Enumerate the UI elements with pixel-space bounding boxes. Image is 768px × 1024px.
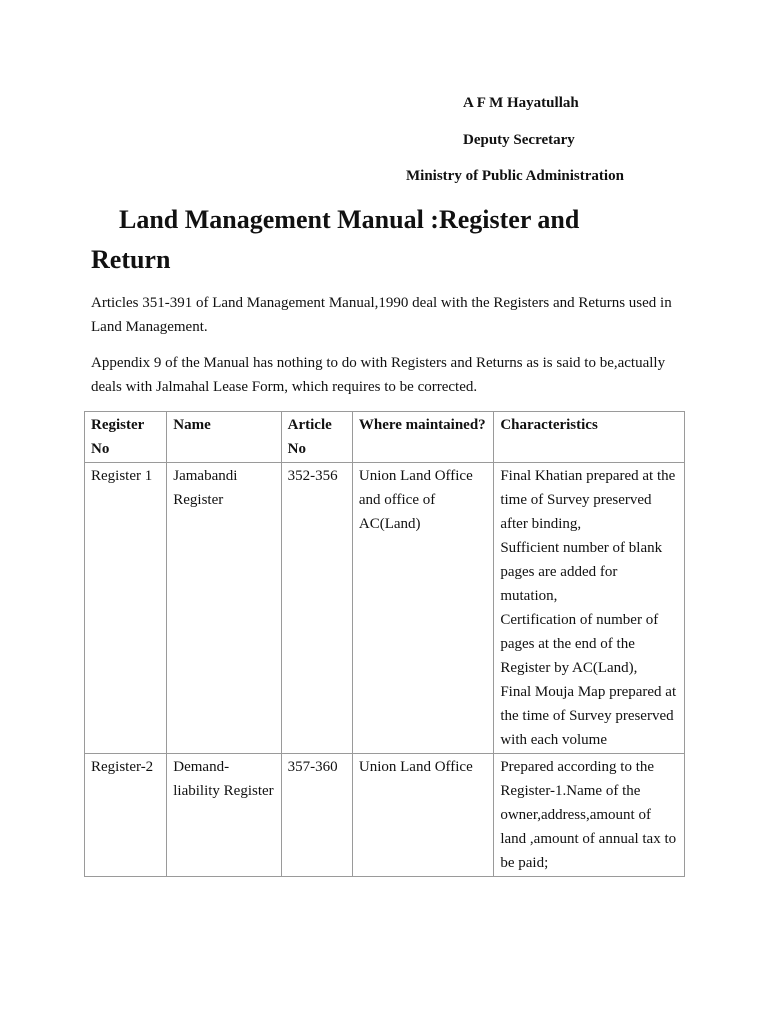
cell-where-maintained: Union Land Office and office of AC(Land) [352,463,493,754]
characteristics-text: Final Khatian prepared at the time of Survey preserved after binding, Sufficient number of blank pages are added for mutation, Certification of number of pages at the end of the Register by AC(Land), Final Mouja Map prepared at the time of Survey preserved with each volume [500,468,677,748]
header-register-no: Register No [85,412,167,463]
cell-where-maintained: Union Land Office [352,754,493,877]
appendix-paragraph: Appendix 9 of the Manual has nothing to do with Registers and Returns as is said to be,actually deals with Jalmahal Lease Form, which requires to be corrected. [91,355,666,395]
cell-name: Demand-liability Register [167,754,281,877]
table-row [85,754,685,877]
cell-article-no: 352-356 [281,463,352,754]
registers-table [84,411,685,877]
cell-article-no: 357-360 [281,754,352,877]
cell-register-no: Register 1 [85,463,167,754]
document-title: Land Management Manual :Register and Return [91,205,580,274]
author-organization: Ministry of Public Administration [406,168,624,184]
cell-characteristics [494,463,685,754]
author-title: Deputy Secretary [463,132,575,148]
header-article-no: Article No [281,412,352,463]
header-characteristics: Characteristics [494,412,685,463]
cell-characteristics [494,754,685,877]
table-header-row [85,412,685,463]
cell-register-no: Register-2 [85,754,167,877]
header-where-maintained: Where maintained? [352,412,493,463]
author-name: A F M Hayatullah [463,95,579,111]
cell-name: Jamabandi Register [167,463,281,754]
header-name: Name [167,412,281,463]
intro-paragraph: Articles 351-391 of Land Management Manual,1990 deal with the Registers and Returns used in Land Management. [91,295,672,335]
table-row [85,463,685,754]
characteristics-text: Prepared according to the Register-1.Name of the owner,address,amount of land ,amount of annual tax to be paid; [500,759,677,871]
